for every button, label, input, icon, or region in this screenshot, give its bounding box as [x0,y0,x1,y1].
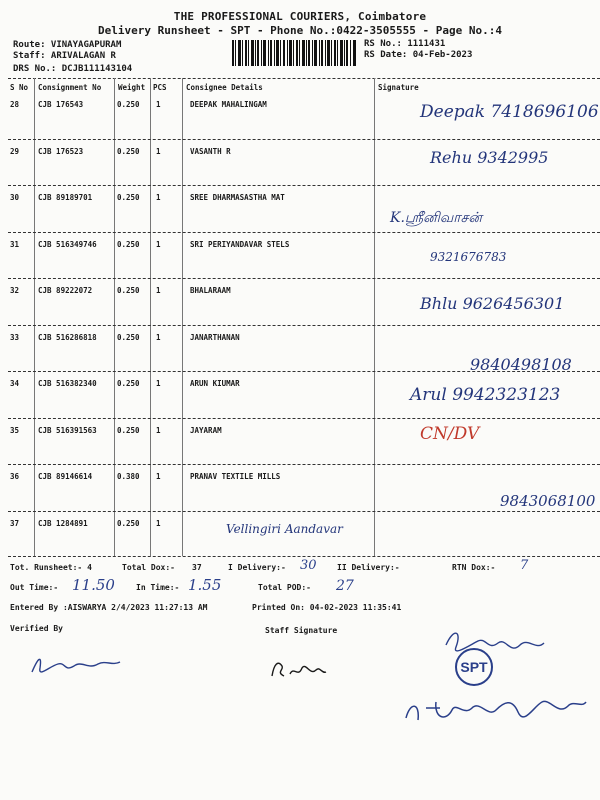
col-signature: Signature [378,83,419,92]
row-weight: 0.250 [117,518,140,528]
row-pcs: 1 [156,379,161,388]
row-divider [8,418,600,419]
row-consignment-no: CJB 89146614 [38,472,93,481]
row-sno: 30 [10,193,20,202]
ii-delivery-label: II Delivery:- [337,563,400,572]
drs-number: DRS No.: DCJB111143104 [13,64,133,74]
row-consignee: JANARTHANAN [190,332,240,342]
col-consignment: Consignment No [38,83,102,92]
row-weight: 0.380 [117,472,140,481]
row-signature: 9840498108 [470,355,572,374]
entered-by: Entered By :AISWARYA 2/4/2023 11:27:13 AM [10,603,208,612]
out-time-value: 11.50 [72,576,115,594]
row-weight: 0.250 [117,332,140,342]
row-sno: 32 [10,286,20,295]
row-sno: 35 [10,425,20,435]
spt-stamp: SPT [455,648,493,686]
total-dox-value: 37 [192,563,202,572]
col-divider [34,78,35,556]
row-consignee: JAYARAM [190,425,222,435]
col-weight: Weight [118,83,146,92]
row-divider [8,511,600,512]
row-consignee: SRI PERIYANDAVAR STELS [190,239,290,249]
row-consignee: ARUN KIUMAR [190,379,240,388]
barcode-graphic [232,40,356,66]
col-consignee: Consignee Details [186,83,263,92]
table-bottom-rule [8,556,600,557]
runsheet-subtitle: Delivery Runsheet - SPT - Phone No.:0422-3505555 - Page No.:4 [98,24,502,37]
rtn-dox-value: 7 [520,558,529,573]
row-weight: 0.250 [117,379,140,388]
col-pcs: PCS [153,83,167,92]
total-pod-value: 27 [336,578,354,594]
row-sno: 28 [10,100,20,109]
total-dox-label: Total Dox:- [122,563,175,572]
row-pcs: 1 [156,425,161,435]
rs-date: RS Date: 04-Feb-2023 [364,50,473,60]
row-weight: 0.250 [117,286,140,295]
row-consignment-no: CJB 89189701 [38,193,93,202]
row-consignment-no: CJB 176543 [38,100,84,109]
row-signature: K.ஸ்ரீனிவாசன் [390,210,482,226]
rtn-dox-label: RTN Dox:- [452,563,496,572]
row-consignment-no: CJB 1284891 [38,518,88,528]
i-delivery-value: 30 [300,558,317,573]
row-sno: 29 [10,146,20,156]
row-divider [8,464,600,465]
col-divider [150,78,151,556]
staff-label: Staff: ARIVALAGAN R [13,51,116,61]
row-pcs: 1 [156,239,161,249]
printed-on: Printed On: 04-02-2023 11:35:41 [252,603,402,612]
col-sno: S No [10,83,29,92]
row-divider [8,232,600,233]
verified-by-label: Verified By [10,624,63,633]
row-weight: 0.250 [117,193,140,202]
row-sno: 33 [10,332,20,342]
in-time-value: 1.55 [188,576,222,594]
row-consignment-no: CJB 516349746 [38,239,97,249]
staff-signature-label: Staff Signature [265,626,338,635]
row-pcs: 1 [156,146,161,156]
row-divider [8,139,600,140]
row-consignee: BHALARAAM [190,286,231,295]
receiver-signature-tamil [400,688,590,738]
row-pcs: 1 [156,286,161,295]
route-label: Route: VINAYAGAPURAM [13,40,122,50]
row-signature: Arul 9942323123 [410,385,561,405]
staff-signature [268,656,328,682]
row-signature: Rehu 9342995 [430,148,549,167]
row-signature: 9843068100 [500,492,596,510]
i-delivery-label: I Delivery:- [228,563,286,572]
row-signature: Deepak 7418696106 [420,102,599,122]
tot-runsheet: Tot. Runsheet:- 4 [10,563,92,572]
row-signature: Bhlu 9626456301 [420,294,565,313]
row-consignee: VASANTH R [190,146,231,156]
row-pcs: 1 [156,518,161,528]
row-divider [8,185,600,186]
col-divider [114,78,115,556]
row-divider [8,278,600,279]
col-divider [182,78,183,556]
row-weight: 0.250 [117,425,140,435]
row-sno: 37 [10,518,20,528]
row-consignment-no: CJB 89222072 [38,286,93,295]
row-signature: CN/DV [420,424,480,444]
row-pcs: 1 [156,193,161,202]
row-consignment-no: CJB 516391563 [38,425,97,435]
row-pcs: 1 [156,332,161,342]
row-consignment-no: CJB 516286818 [38,332,97,342]
row-weight: 0.250 [117,146,140,156]
row-consignee: SREE DHARMASASTHA MAT [190,193,285,202]
row-pcs: 1 [156,100,161,109]
in-time-label: In Time:- [136,583,180,592]
row-weight: 0.250 [117,100,140,109]
row-sno: 34 [10,379,20,388]
row-consignee: PRANAV TEXTILE MILLS [190,472,281,481]
row-consignment-no: CJB 516382340 [38,379,97,388]
row-pcs: 1 [156,472,161,481]
row-consignment-no: CJB 176523 [38,146,84,156]
row-sno: 31 [10,239,20,249]
total-pod-label: Total POD:- [258,583,311,592]
row-signature: 9321676783 [430,250,507,264]
header-divider [8,78,600,79]
row-divider [8,325,600,326]
rs-number: RS No.: 1111431 [364,39,446,49]
col-divider [374,78,375,556]
out-time-label: Out Time:- [10,583,59,592]
row-divider [8,371,600,372]
row-weight: 0.250 [117,239,140,249]
row-signature: Vellingiri Aandavar [226,522,343,536]
company-title: THE PROFESSIONAL COURIERS, Coimbatore [173,10,427,23]
row-consignee: DEEPAK MAHALINGAM [190,100,267,109]
verified-signature [28,650,123,680]
row-sno: 36 [10,472,20,481]
